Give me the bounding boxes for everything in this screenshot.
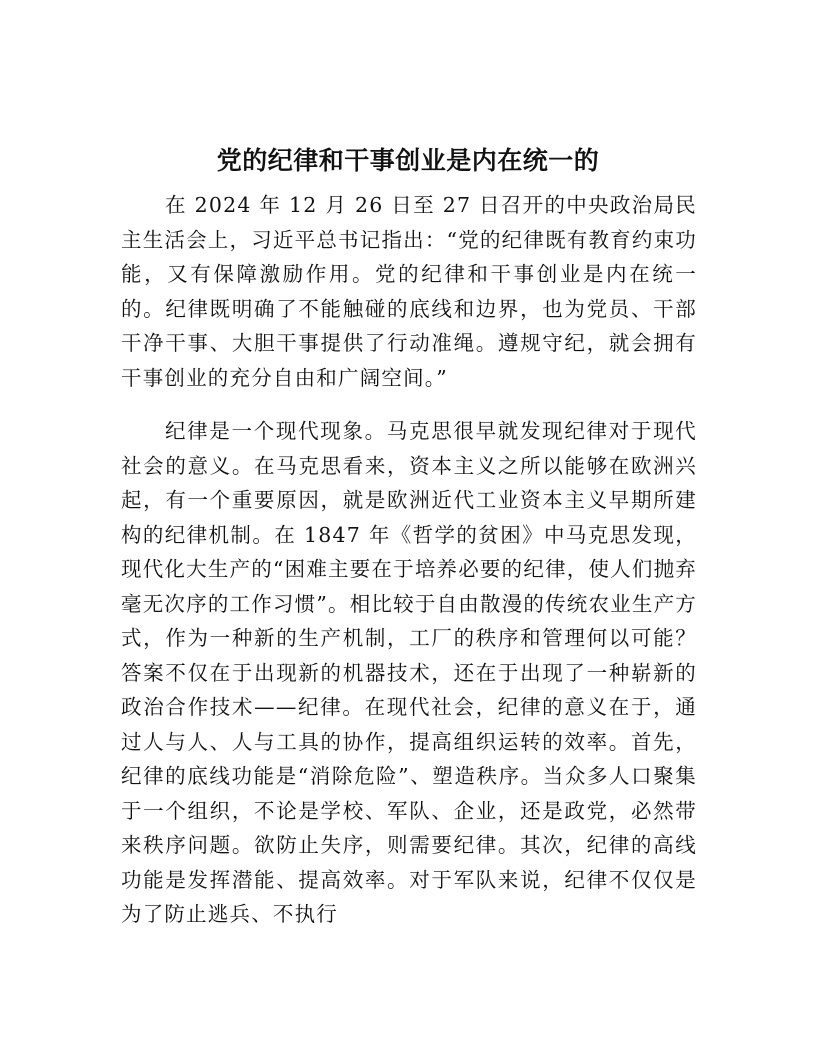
- document-title: 党的纪律和干事创业是内在统一的: [216, 146, 600, 175]
- paragraph-2: 纪律是一个现代现象。马克思很早就发现纪律对于现代社会的意义。在马克思看来，资本主义之所以能够在欧洲兴起，有一个重要原因，就是欧洲近代工业资本主义早期所建构的纪律机制。在 1847 年《哲学的贫困》中马克思发现，现代化大生产的“困难主要在于培养必要的纪律，使人们抛弃毫无次序的工作习惯”。相比较于自由散漫的传统农业生产方式，作为一种新的生产机制，工厂的秩序和管理何以可能？答案不仅在于出现新的机器技术，还在于出现了一种崭新的政治合作技术——纪律。在现代社会，纪律的意义在于，通过人与人、人与工具的协作，提高组织运转的效率。首先，纪律的底线功能是“消除危险”、塑造秩序。当众多人口聚集于一个组织，不论是学校、军队、企业，还是政党，必然带来秩序问题。欲防止失序，则需要纪律。其次，纪律的高线功能是发挥潜能、提高效率。对于军队来说，纪律不仅仅是为了防止逃兵、不执行: [121, 419, 697, 926]
- paragraph-1: 在 2024 年 12 月 26 日至 27 日召开的中央政治局民主生活会上，习近平总书记指出：“党的纪律既有教育约束功能，又有保障激励作用。党的纪律和干事创业是内在统一的。纪律既明确了不能触碰的底线和边界，也为党员、干部干净干事、大胆干事提供了行动准绳。遵规守纪，就会拥有干事创业的充分自由和广阔空间。”: [121, 193, 697, 390]
- document-body: [121, 188, 697, 951]
